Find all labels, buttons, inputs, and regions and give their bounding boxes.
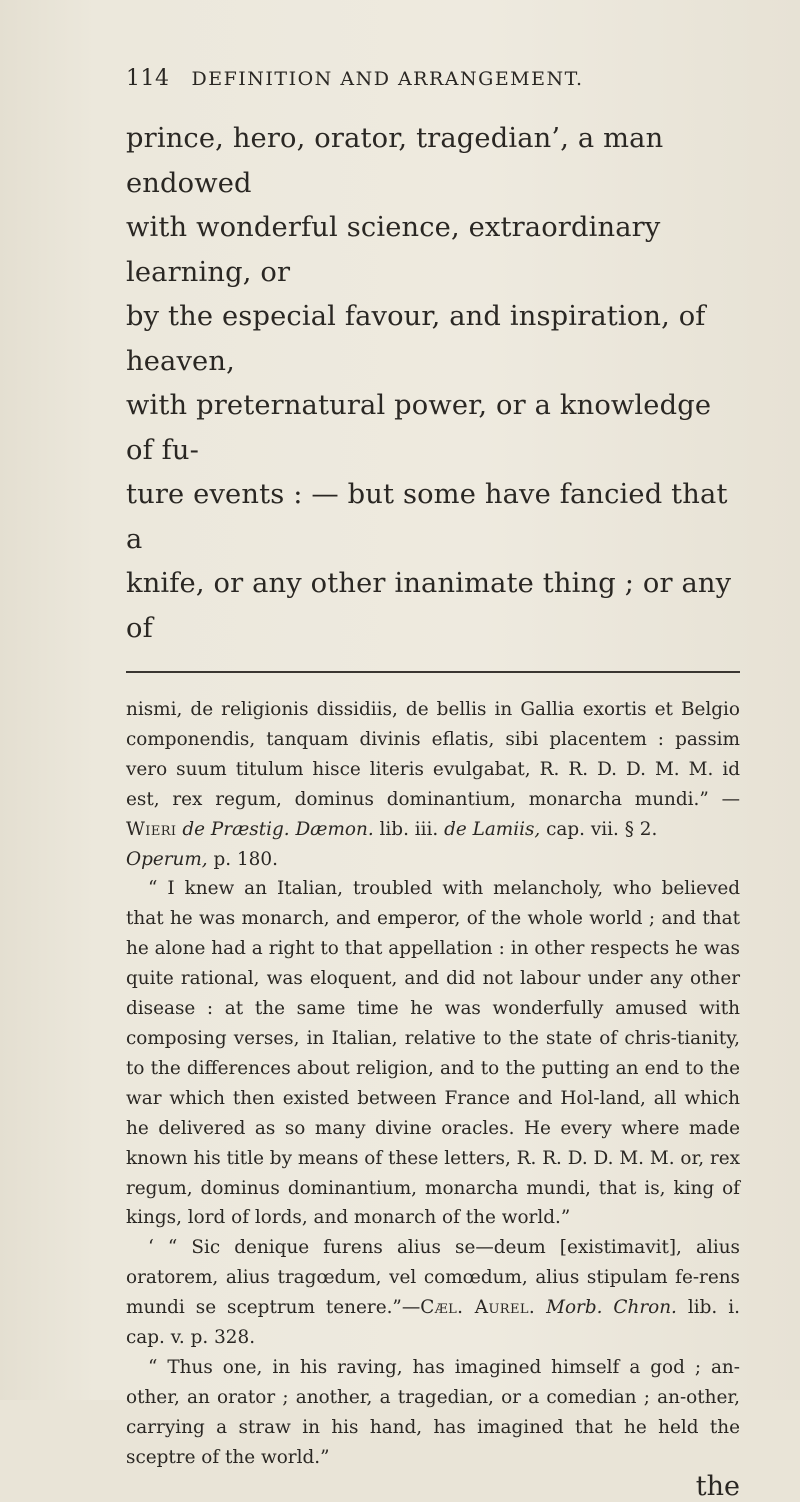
author-name: Wieri — [126, 818, 177, 840]
text-line: by the especial favour, and inspiration, of heaven, — [126, 301, 706, 377]
text-line: prince, hero, orator, tragedian’, a man endowed — [126, 123, 664, 199]
running-title: DEFINITION AND ARRANGEMENT. — [191, 68, 584, 90]
footnote-thus: “ Thus one, in his raving, has imagined himself a god ; an-other, an orator ; another, a tragedian, or a comedian ; an-other, carrying a straw in his hand, has imagined that he held the sceptre of the world.” — [126, 1356, 740, 1468]
text-line: with wonderful science, extraordinary learning, or — [126, 212, 661, 288]
text-line: with preternatural power, or a knowledge of fu- — [126, 390, 712, 466]
footnote-text: p. 180. — [207, 848, 278, 870]
running-head — [126, 66, 740, 91]
footnote-text: lib. i. cap. v. p. 328. — [126, 1297, 740, 1349]
work-title: de Lamiis, — [444, 818, 541, 840]
catchword: the — [695, 1470, 740, 1502]
footnote-sic — [126, 1233, 740, 1353]
footnote-text: cap. vii. § 2. — [540, 818, 658, 840]
footnote-wieri — [126, 695, 740, 874]
footnote-italian: “ I knew an Italian, troubled with melancholy, who believed that he was monarch, and emperor, of the whole world ; and that he alone had a right to that appellation : in other respects he was quite rational, was eloquent, and did not labour under any other disease : at the same time he was wonderfully amused with composing verses, in Italian, relative to the state of chris-tianity, to the differences about religion, and to the putting an end to the war which then existed between France and Hol-land, all which he delivered as so many divine oracles. He every where made known his title by means of these letters, R. R. D. D. M. M. or, rex regum, dominus dominantium, monarcha mundi, that is, king of kings, lord of lords, and monarch of the world.” — [126, 878, 740, 1229]
work-title: de Præstig. Dæmon. — [182, 818, 374, 840]
text-line: knife, or any other inanimate thing ; or any of — [126, 568, 732, 644]
author-name: Cæl. Aurel. — [420, 1297, 536, 1319]
page-number: 114 — [126, 66, 170, 91]
text-line: ture events : — but some have fancied that a — [126, 479, 728, 555]
footnote-rule — [126, 671, 740, 673]
footnote-text: ‘ “ Sic denique furens alius se—deum [existimavit], alius oratorem, alius tragœdum, vel comœdum, alius stipulam fe-rens mundi se sceptrum tenere.”— — [126, 1237, 740, 1319]
footnote-text: lib. iii. — [373, 818, 445, 840]
footnote-text: nismi, de religionis dissidiis, de bellis in Gallia exortis et Belgio componendis, tanquam divinis eflatis, sibi placentem : passim vero suum titulum hisce literis evulgabat, R. R. D. D. M. M. id est, rex regum, dominus dominantium, monarcha mundi.” — — [126, 699, 740, 810]
work-title: Morb. Chron. — [535, 1297, 677, 1319]
main-text — [126, 117, 740, 651]
work-title: Operum, — [126, 848, 208, 870]
footnotes — [126, 695, 740, 1473]
